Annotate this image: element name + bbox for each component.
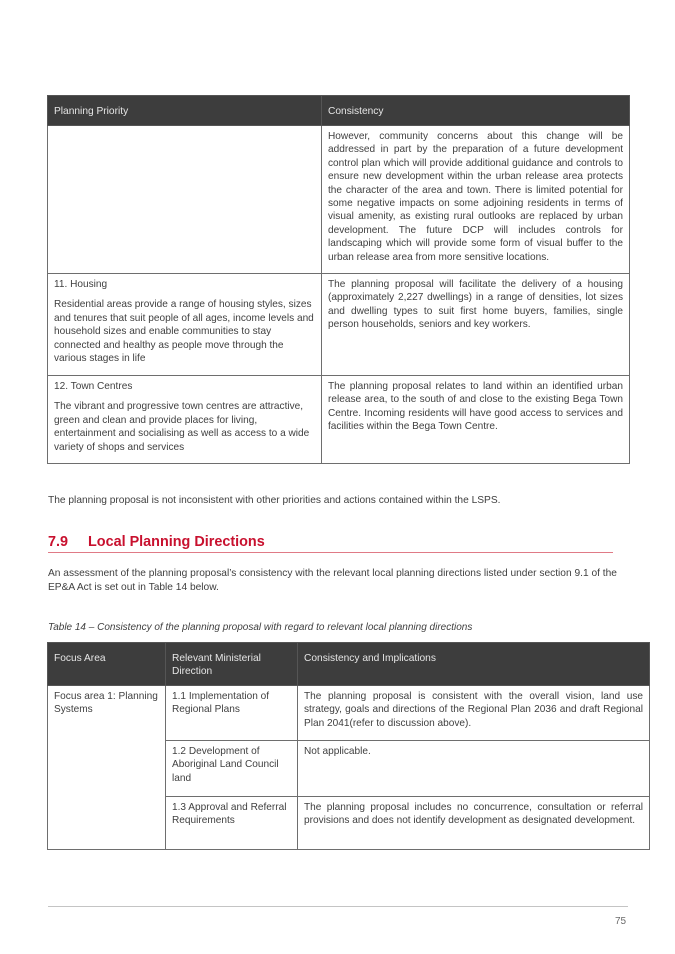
consistency-cell: The planning proposal relates to land within an identified urban release area, to the south of and close to the existing Bega Town Centre. Incoming residents will have good access to services and facilities within the Bega Town Centre.: [322, 376, 630, 464]
section-heading: [48, 534, 613, 553]
page-number: 75: [615, 916, 627, 927]
priority-title: 12. Town Centres: [54, 381, 133, 392]
table-row: [48, 686, 650, 741]
planning-priorities-table: [47, 95, 630, 464]
column-header-consistency-implications: Consistency and Implications: [298, 643, 650, 686]
table-header-row: [48, 96, 630, 126]
table-header-row: [48, 643, 650, 686]
direction-cell: 1.3 Approval and Referral Requirements: [166, 797, 298, 850]
column-header-planning-priority: Planning Priority: [48, 96, 322, 126]
footer-divider: [48, 906, 628, 907]
consistency-cell: The planning proposal includes no concurrence, consultation or referral provisions and does not identify development as designated development.: [298, 797, 650, 850]
consistency-cell: However, community concerns about this change will be addressed in part by the preparation of a future development control plan which will provide additional guidance and controls to ensure new development within the urban release area protects the character of the area and town. There is limited potential for some negative impacts on some adjoining residents in terms of visual amenity, as existing rural outlooks are replaced by urban development. The future DCP will includes controls for landscaping which will provide some form of visual buffer to the urban release area from more sensitive locations.: [322, 126, 630, 274]
priority-cell: [48, 126, 322, 274]
lsps-paragraph: The planning proposal is not inconsistent with other priorities and actions contained within the LSPS.: [48, 495, 501, 506]
section-title: Local Planning Directions: [88, 534, 265, 550]
table-row: [48, 376, 630, 464]
consistency-cell: The planning proposal is consistent with the overall vision, land use strategy, goals and directions of the Regional Plan 2036 and draft Regional Plan 2041(refer to discussion above).: [298, 686, 650, 741]
section-number: 7.9: [48, 534, 69, 550]
focus-area-cell: Focus area 1: Planning Systems: [48, 686, 166, 850]
direction-cell: 1.2 Development of Aboriginal Land Council land: [166, 741, 298, 797]
priority-description: Residential areas provide a range of housing styles, sizes and tenures that suit people of all ages, income levels and household sizes and enable communities to stay connected and healthy as people move through the various stages in life: [54, 299, 314, 365]
priority-cell: [48, 376, 322, 464]
section-intro-paragraph: An assessment of the planning proposal’s consistency with the relevant local planning directions listed under section 9.1 of the EP&A Act is set out in Table 14 below.: [48, 568, 617, 593]
column-header-ministerial-direction: Relevant Ministerial Direction: [166, 643, 298, 686]
priority-title: 11. Housing: [54, 279, 108, 290]
local-planning-directions-table: [47, 642, 650, 850]
table-row: [48, 274, 630, 376]
column-header-consistency: Consistency: [322, 96, 630, 126]
direction-cell: 1.1 Implementation of Regional Plans: [166, 686, 298, 741]
consistency-cell: Not applicable.: [298, 741, 650, 797]
column-header-focus-area: Focus Area: [48, 643, 166, 686]
table-row: [48, 126, 630, 274]
priority-cell: [48, 274, 322, 376]
priority-description: The vibrant and progressive town centres are attractive, green and clean and provide places for living, entertainment and socialising as well as access to a wide variety of shops and services: [54, 401, 310, 453]
table-caption: Table 14 – Consistency of the planning proposal with regard to relevant local planning directions: [48, 622, 473, 633]
consistency-cell: The planning proposal will facilitate the delivery of a housing (approximately 2,227 dwellings) in a range of densities, lot sizes and dwelling types to suit first home buyers, families, single person households, seniors and key workers.: [322, 274, 630, 376]
